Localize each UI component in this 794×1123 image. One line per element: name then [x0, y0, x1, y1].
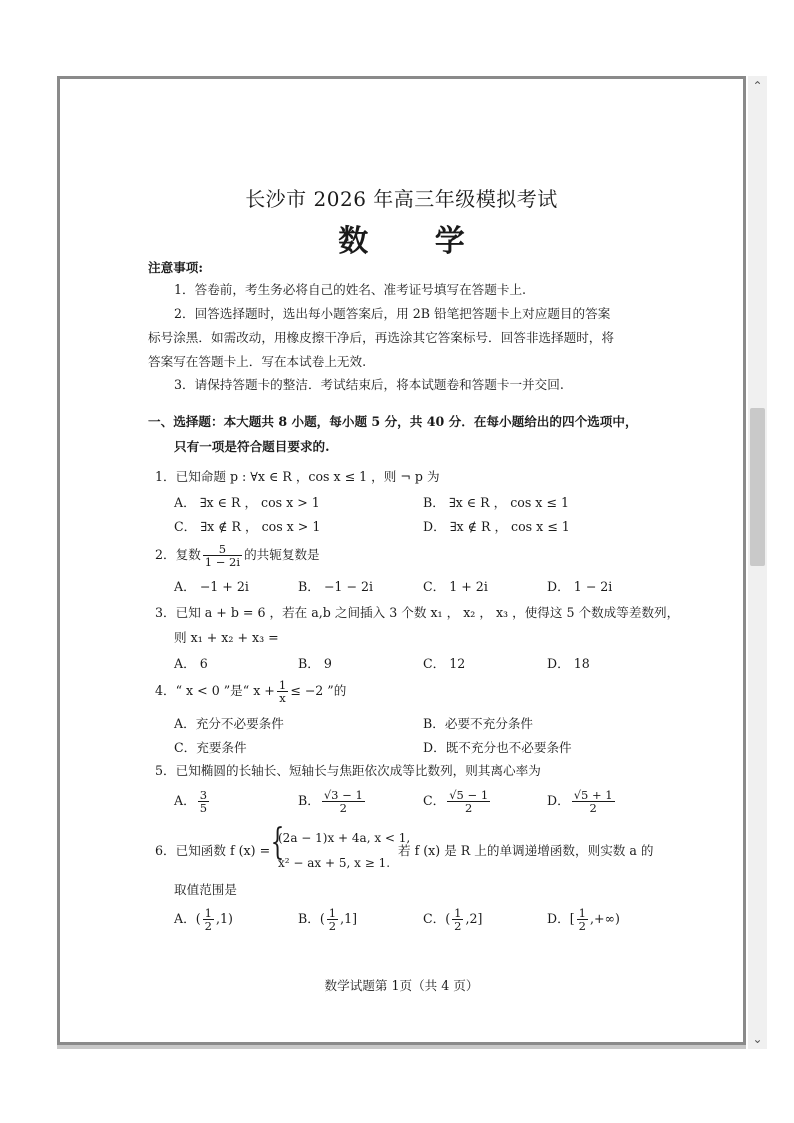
section-heading-cont: 只有一项是符合题目要求的. — [174, 439, 330, 454]
q6-option-c — [423, 903, 482, 935]
q6-d-tail: ,+∞) — [589, 911, 620, 926]
q2-denominator: 1 − 2i — [204, 555, 241, 569]
q5-a-numerator: 3 — [199, 788, 208, 802]
q5-stem: 5．已知椭圆的长轴长、短轴长与焦距依次成等比数列，则其离心率为 — [155, 763, 541, 778]
page-edge — [57, 1045, 746, 1049]
exam-title: 长沙市 2026 年高三年级模拟考试 — [245, 187, 558, 211]
document-page — [57, 76, 746, 1045]
q3-stem-cont: 则 x₁ + x₂ + x₃ = — [174, 630, 279, 645]
q6-d-denominator: 2 — [578, 919, 586, 933]
q6-option-b — [298, 903, 357, 935]
notice-line-1: 1．答卷前，考生务必将自己的姓名、准考证号填写在答题卡上. — [174, 282, 527, 297]
q5-c-fraction — [447, 789, 490, 814]
q2-option-a: A． −1 + 2i — [174, 579, 249, 594]
q6-b-numerator: 1 — [328, 906, 337, 920]
vertical-scrollbar[interactable] — [748, 76, 767, 1049]
q5-a-fraction — [198, 789, 209, 814]
q4-denominator: x — [279, 691, 286, 705]
q6-case-2: x² − ax + 5, x ≥ 1. — [278, 856, 391, 870]
q5-option-d — [547, 785, 617, 817]
q6-suffix: 若 f (x) 是 R 上的单调递增函数，则实数 a 的 — [398, 843, 654, 858]
q4-fraction — [277, 679, 288, 704]
q4-suffix: ≤ −2 ”的 — [290, 683, 347, 698]
q5-b-denominator: 2 — [339, 801, 347, 815]
q5-a-denominator: 5 — [199, 801, 208, 815]
document-viewer — [57, 76, 767, 1049]
chevron-up-icon[interactable]: ⌃ — [752, 79, 763, 93]
notice-line-4: 答案写在答题卡上．写在本试卷上无效. — [148, 354, 367, 369]
q5-a-label: A． — [174, 793, 196, 808]
q1-option-a: A． ∃x ∈ R ， cos x > 1 — [174, 495, 320, 510]
q6-c-label: C．( — [423, 911, 451, 926]
q5-option-b — [298, 785, 367, 817]
q6-a-label: A．( — [174, 911, 201, 926]
q5-c-denominator: 2 — [465, 801, 473, 815]
page-footer: 数学试题第 1页（共 4 页） — [324, 978, 479, 993]
q1-stem: 1．已知命题 p : ∀x ∈ R ，cos x ≤ 1 ，则 ¬ p 为 — [155, 469, 440, 484]
q1-option-b: B． ∃x ∈ R ， cos x ≤ 1 — [423, 495, 569, 510]
subject-title: 数 学 — [338, 224, 493, 259]
q2-option-d: D． 1 − 2i — [547, 579, 613, 594]
q5-c-numerator: √5 − 1 — [449, 788, 489, 802]
q6-b-label: B．( — [298, 911, 325, 926]
q5-c-label: C． — [423, 793, 446, 808]
q6-option-a — [174, 903, 233, 935]
q6-d-fraction — [577, 907, 588, 932]
q2-numerator: 5 — [203, 543, 242, 556]
q2-option-b: B． −1 − 2i — [298, 579, 374, 594]
q4-option-a: A．充分不必要条件 — [174, 716, 284, 731]
notice-line-5: 3．请保持答题卡的整洁．考试结束后，将本试题卷和答题卡一并交回. — [174, 377, 564, 392]
scrollbar-thumb[interactable] — [750, 408, 765, 566]
q6-b-tail: ,1] — [340, 911, 358, 926]
q6-stem-cont: 取值范围是 — [174, 882, 237, 897]
notice-line-3: 标号涂黑．如需改动，用橡皮擦干净后，再选涂其它答案标号．回答非选择题时，将 — [148, 330, 614, 345]
q1-option-d: D． ∃x ∉ R ， cos x ≤ 1 — [423, 519, 570, 534]
q2-fraction — [203, 543, 242, 568]
q5-d-denominator: 2 — [589, 801, 597, 815]
q6-a-tail: ,1) — [215, 911, 233, 926]
q6-c-tail: ,2] — [465, 911, 483, 926]
q2-option-c: C． 1 + 2i — [423, 579, 488, 594]
q5-d-fraction — [572, 789, 615, 814]
q3-option-a: A． 6 — [174, 656, 208, 671]
q3-option-b: B． 9 — [298, 656, 332, 671]
q4-prefix: 4．“ x < 0 ”是“ x + — [155, 683, 275, 698]
q5-option-c — [423, 785, 492, 817]
q6-case-1: (2a − 1)x + 4a, x < 1, — [278, 831, 411, 845]
q6-a-denominator: 2 — [204, 919, 212, 933]
q6-brace: { — [270, 822, 285, 863]
notice-heading: 注意事项: — [148, 260, 204, 275]
q1-option-c: C． ∃x ∉ R ， cos x > 1 — [174, 519, 321, 534]
q4-option-d: D．既不充分也不必要条件 — [423, 740, 572, 755]
q4-stem — [155, 677, 346, 705]
q6-a-fraction — [203, 907, 214, 932]
q5-b-numerator: √3 − 1 — [323, 788, 363, 802]
q2-stem — [155, 542, 320, 568]
q5-d-label: D． — [547, 793, 570, 808]
q6-option-d — [547, 903, 620, 935]
q2-prefix: 2．复数 — [155, 547, 201, 562]
q5-d-numerator: √5 + 1 — [573, 788, 613, 802]
q3-option-d: D． 18 — [547, 656, 590, 671]
section-heading: 一、选择题：本大题共 8 小题，每小题 5 分，共 40 分．在每小题给出的四个选项中， — [148, 414, 638, 429]
q6-d-numerator: 1 — [578, 906, 586, 920]
q3-option-c: C． 12 — [423, 656, 466, 671]
chevron-down-icon[interactable]: ⌄ — [752, 1032, 763, 1046]
q2-suffix: 的共轭复数是 — [244, 547, 320, 562]
q6-c-denominator: 2 — [454, 919, 462, 933]
q3-stem: 3．已知 a + b = 6 ，若在 a,b 之间插入 3 个数 x₁ ， x₂ ， x₃ ，使得这 5 个数成等差数列， — [155, 605, 680, 620]
q4-option-c: C．充要条件 — [174, 740, 247, 755]
q5-b-fraction — [322, 789, 365, 814]
q6-d-label: D．[ — [547, 911, 575, 926]
q5-option-a — [174, 785, 211, 817]
q6-c-fraction — [452, 907, 463, 932]
q6-b-denominator: 2 — [328, 919, 337, 933]
q6-prefix: 6．已知函数 f (x) = — [155, 843, 271, 858]
q6-a-numerator: 1 — [204, 906, 212, 920]
q4-option-b: B．必要不充分条件 — [423, 716, 534, 731]
q5-b-label: B． — [298, 793, 320, 808]
q4-numerator: 1 — [278, 678, 287, 692]
notice-line-2: 2．回答选择题时，选出每小题答案后，用 2B 铅笔把答题卡上对应题目的答案 — [174, 306, 611, 321]
q6-c-numerator: 1 — [454, 906, 462, 920]
q6-b-fraction — [327, 907, 338, 932]
